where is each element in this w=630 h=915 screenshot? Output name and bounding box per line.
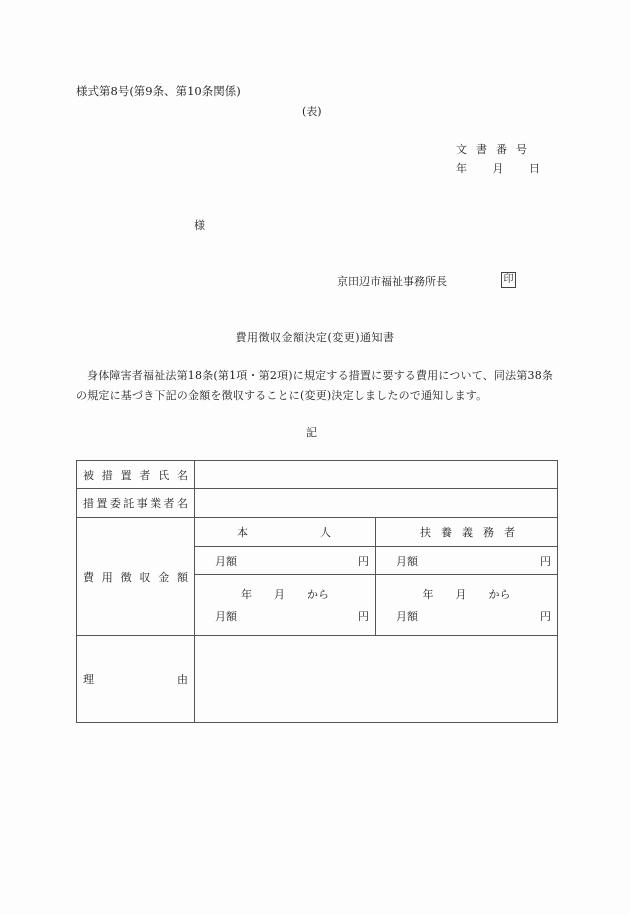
- label-char: 氏: [158, 468, 170, 482]
- label-char: 託: [123, 497, 135, 510]
- side-indicator: (表): [302, 105, 322, 118]
- label-reason: [77, 636, 195, 723]
- label-char: 委: [109, 497, 121, 510]
- row-person-name: [77, 461, 558, 489]
- guardian-changed-field[interactable]: [376, 575, 558, 636]
- fee-table: [76, 460, 558, 723]
- yen-unit: 円: [358, 554, 369, 568]
- label-char: 理: [83, 673, 94, 686]
- from-suffix: から: [307, 588, 329, 601]
- header-char: 者: [504, 526, 515, 539]
- label-char: 収: [139, 570, 151, 584]
- ki-heading: 記: [306, 426, 317, 439]
- label-char: 額: [176, 570, 188, 584]
- header-char: 扶: [420, 526, 431, 539]
- row-contractor-name: [77, 489, 558, 518]
- label-contractor-name: [77, 489, 195, 518]
- issuer-name: 京田辺市福祉事務所長: [337, 275, 447, 288]
- header-char: 人: [320, 526, 331, 539]
- seal-mark: 印: [501, 272, 516, 288]
- monthly-label: 月額: [396, 554, 418, 568]
- header-guardian: [376, 518, 558, 547]
- label-char: 置: [96, 497, 108, 510]
- addressee-honorific: 様: [194, 219, 205, 232]
- from-suffix: から: [488, 588, 511, 601]
- yen-unit: 円: [540, 554, 551, 568]
- date-month: 月: [492, 162, 504, 175]
- self-changed-field[interactable]: [195, 575, 376, 636]
- monthly-label: 月額: [396, 610, 418, 623]
- label-person-name: [77, 461, 195, 489]
- reason-field[interactable]: [195, 636, 558, 723]
- contractor-name-field[interactable]: [195, 489, 558, 518]
- monthly-label: 月額: [215, 554, 237, 568]
- monthly-label: 月額: [215, 610, 237, 623]
- self-monthly-field[interactable]: [195, 547, 376, 575]
- label-char: 費: [83, 570, 94, 584]
- from-year: 年: [241, 588, 252, 601]
- yen-unit: 円: [358, 610, 369, 623]
- body-paragraph: 身体障害者福祉法第18条(第1項・第2項)に規定する措置に要する費用について、同法第38条の規定に基づき下記の金額を徴収することに(変更)決定しましたので通知します。: [76, 369, 554, 402]
- yen-unit: 円: [540, 610, 551, 623]
- label-char: 者: [139, 468, 151, 482]
- row-reason: [77, 636, 558, 723]
- from-year: 年: [422, 588, 434, 601]
- label-char: 名: [176, 497, 188, 510]
- label-char: 名: [176, 468, 188, 482]
- label-char: 由: [177, 673, 188, 686]
- label-fee-amount: [77, 518, 195, 636]
- label-char: 置: [120, 468, 132, 482]
- label-char: 金: [158, 570, 170, 584]
- label-char: 用: [101, 570, 113, 584]
- label-char: 徴: [120, 570, 132, 584]
- from-month: 月: [274, 588, 285, 601]
- date-day: 日: [529, 162, 540, 175]
- header-char: 養: [441, 526, 452, 539]
- document-number-label: 文書番号: [456, 143, 536, 156]
- label-char: 業: [150, 497, 162, 510]
- from-month: 月: [455, 588, 467, 601]
- date-line: [456, 160, 540, 176]
- header-self: [195, 518, 376, 547]
- date-year: 年: [456, 162, 467, 175]
- row-fee-header: [77, 518, 558, 547]
- document-title: 費用徴収金額決定(変更)通知書: [235, 331, 395, 344]
- header-char: 務: [483, 526, 494, 539]
- label-char: 措: [101, 468, 113, 482]
- header-char: 義: [462, 526, 473, 539]
- header-char: 本: [237, 526, 248, 539]
- label-char: 措: [83, 497, 94, 510]
- guardian-monthly-field[interactable]: [376, 547, 558, 575]
- label-char: 者: [163, 497, 175, 510]
- person-name-field[interactable]: [195, 461, 558, 489]
- label-char: 被: [83, 468, 94, 482]
- label-char: 事: [136, 497, 148, 510]
- form-number: 様式第8号(第9条、第10条関係): [76, 84, 241, 98]
